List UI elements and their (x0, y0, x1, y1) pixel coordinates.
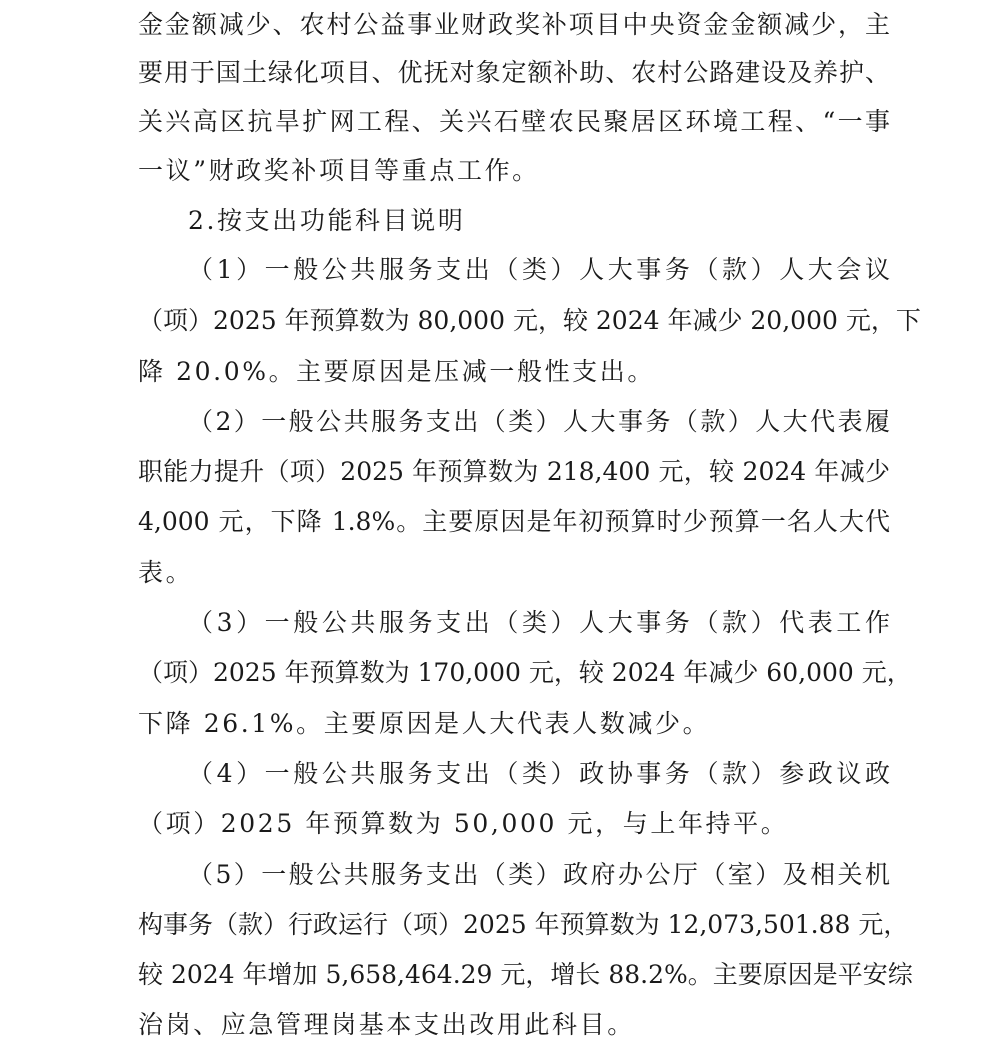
paragraph-line: （2）一般公共服务支出（类）人大事务（款）人大代表履 (188, 407, 890, 436)
paragraph-line: 关兴高区抗旱扩网工程、关兴石壁农民聚居区环境工程、“一事 (138, 107, 890, 136)
paragraph-line: （1）一般公共服务支出（类）人大事务（款）人大会议 (188, 255, 890, 284)
paragraph-line: 4,000 元，下降 1.8%。主要原因是年初预算时少预算一名人大代 (138, 507, 890, 536)
paragraph-line: 金金额减少、农村公益事业财政奖补项目中央资金金额减少，主 (138, 10, 890, 39)
paragraph-line: 构事务（款）行政运行（项）2025 年预算数为 12,073,501.88 元， (138, 910, 909, 939)
paragraph-line: 下降 26.1%。主要原因是人大代表人数减少。 (138, 709, 711, 738)
paragraph-line: 表。 (138, 558, 194, 587)
paragraph-line: （5）一般公共服务支出（类）政府办公厅（室）及相关机 (188, 860, 890, 889)
paragraph-line: 治岗、应急管理岗基本支出改用此科目。 (138, 1010, 635, 1039)
section-heading: 2.按支出功能科目说明 (188, 206, 466, 235)
paragraph-line: （项）2025 年预算数为 80,000 元，较 2024 年减少 20,000 元，下 (138, 306, 921, 335)
paragraph-line: （项）2025 年预算数为 170,000 元，较 2024 年减少 60,000 元， (138, 658, 912, 687)
paragraph-line: （3）一般公共服务支出（类）人大事务（款）代表工作 (188, 608, 890, 637)
paragraph-line: 职能力提升（项）2025 年预算数为 218,400 元，较 2024 年减少 (138, 457, 890, 486)
paragraph-line: （项）2025 年预算数为 50,000 元，与上年持平。 (138, 809, 789, 838)
paragraph-line: 一议”财政奖补项目等重点工作。 (138, 156, 540, 185)
paragraph-line: 要用于国土绿化项目、优抚对象定额补助、农村公路建设及养护、 (138, 58, 890, 87)
paragraph-line: 降 20.0%。主要原因是压减一般性支出。 (138, 357, 655, 386)
paragraph-line: （4）一般公共服务支出（类）政协事务（款）参政议政 (188, 759, 890, 788)
paragraph-line: 较 2024 年增加 5,658,464.29 元，增长 88.2%。主要原因是平安综 (138, 960, 913, 989)
